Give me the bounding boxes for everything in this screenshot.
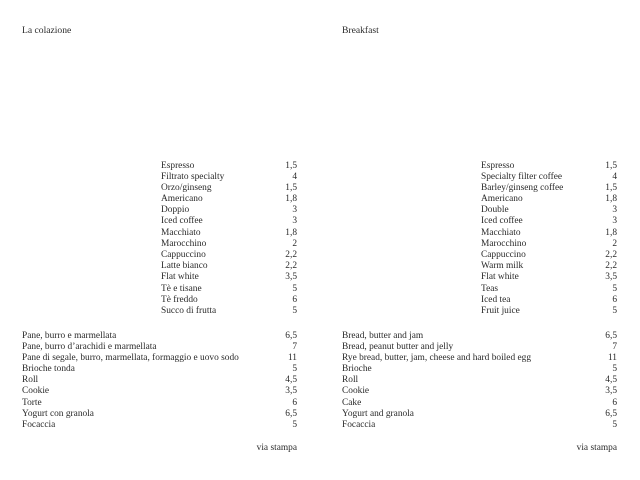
- footer-link[interactable]: via stampa: [256, 443, 297, 453]
- menu-item-price: 6: [612, 397, 617, 408]
- menu-item: [481, 239, 617, 250]
- menu-item: [481, 250, 617, 261]
- menu-item-price: 6,5: [605, 330, 617, 341]
- menu-item-price: 3,5: [605, 272, 617, 283]
- menu-item-name: Double: [481, 205, 509, 216]
- menu-item: [342, 342, 617, 353]
- menu-item-price: 6,5: [605, 408, 617, 419]
- menu-item-price: 2: [292, 238, 297, 249]
- menu-item-price: 1,8: [605, 227, 617, 238]
- menu-item-name: Torte: [22, 397, 42, 408]
- menu-item: [161, 161, 297, 172]
- menu-item-price: 2,2: [605, 250, 617, 260]
- menu-item-name: Flat white: [481, 272, 519, 283]
- menu-item: [161, 216, 297, 227]
- menu-item: [342, 331, 617, 342]
- menu-item-price: 5: [612, 305, 617, 316]
- food-list: [22, 331, 297, 432]
- menu-item: [481, 194, 617, 205]
- menu-item-name: Brioche tonda: [22, 364, 75, 375]
- menu-item-name: Iced coffee: [481, 216, 523, 227]
- menu-item-price: 2: [612, 238, 617, 249]
- menu-item-price: 5: [292, 420, 297, 430]
- menu-item: [481, 295, 617, 306]
- menu-item-name: Specialty filter coffee: [481, 171, 563, 182]
- menu-item: [481, 205, 617, 216]
- menu-item-name: Roll: [342, 375, 359, 386]
- menu-item-name: Yogurt con granola: [22, 408, 94, 419]
- menu-item-price: 5: [612, 283, 617, 294]
- menu-item-price: 5: [292, 305, 297, 316]
- menu-item-name: Pane, burro e marmellata: [22, 330, 117, 341]
- menu-item-price: 6,5: [285, 408, 297, 419]
- menu-item-price: 4: [292, 171, 297, 182]
- menu-item-name: Cookie: [342, 386, 370, 397]
- menu-item-price: 5: [292, 364, 297, 375]
- menu-item: [342, 409, 617, 420]
- menu-item: [22, 375, 297, 386]
- menu-item-name: Succo di frutta: [161, 305, 217, 316]
- menu-item-price: 11: [607, 352, 617, 363]
- menu-item-name: Iced coffee: [161, 216, 203, 227]
- menu-item: [22, 386, 297, 397]
- menu-item: [481, 161, 617, 172]
- menu-item-name: Barley/ginseng coffee: [481, 182, 564, 193]
- menu-item-name: Iced tea: [481, 294, 511, 305]
- menu-item: [481, 272, 617, 283]
- menu-item: [161, 272, 297, 283]
- page-title: La colazione: [22, 25, 72, 36]
- menu-item-price: 2,2: [285, 250, 297, 260]
- menu-item-price: 3: [612, 216, 617, 227]
- menu-item-name: Latte bianco: [161, 261, 208, 272]
- menu-item-name: Cappuccino: [161, 250, 206, 260]
- menu-item-name: Tè freddo: [161, 294, 198, 305]
- menu-item: [161, 250, 297, 261]
- footer-link[interactable]: via stampa: [576, 443, 617, 453]
- menu-item-price: 6: [292, 397, 297, 408]
- menu-item-name: Marocchino: [161, 238, 207, 249]
- menu-item-name: Pane di segale, burro, marmellata, formaggio e uovo sodo: [22, 352, 239, 363]
- menu-item: [161, 261, 297, 272]
- menu-item-price: 1,5: [605, 182, 617, 193]
- menu-item-name: Orzo/ginseng: [161, 182, 212, 193]
- menu-item-name: Tè e tisane: [161, 283, 202, 294]
- menu-item-name: Brioche: [342, 364, 372, 375]
- menu-item: [161, 172, 297, 183]
- menu-item-price: 3: [612, 205, 617, 216]
- menu-item: [342, 398, 617, 409]
- menu-item-price: 6,5: [285, 330, 297, 341]
- menu-item-name: Fruit juice: [481, 305, 520, 316]
- menu-item-name: Yogurt and granola: [342, 408, 414, 419]
- menu-item-name: Espresso: [481, 160, 515, 171]
- menu-item-name: Doppio: [161, 205, 190, 216]
- menu-item-name: Roll: [22, 375, 39, 386]
- menu-item-price: 6: [612, 294, 617, 305]
- menu-item-price: 4,5: [285, 375, 297, 386]
- food-list: [342, 331, 617, 432]
- menu-item-name: Cake: [342, 397, 362, 408]
- menu-item-price: 1,8: [285, 227, 297, 238]
- menu-item-price: 2,2: [285, 261, 297, 272]
- menu-item: [342, 364, 617, 375]
- menu-item: [161, 239, 297, 250]
- menu-item-name: Espresso: [161, 160, 195, 171]
- menu-item-price: 1,8: [605, 194, 617, 205]
- menu-item-price: 7: [292, 341, 297, 352]
- menu-item: [161, 205, 297, 216]
- menu-item: [161, 295, 297, 306]
- menu-item: [481, 306, 617, 317]
- menu-item-name: Macchiato: [161, 227, 201, 238]
- menu-item-price: 1,5: [285, 182, 297, 193]
- menu-item: [161, 228, 297, 239]
- menu-item-name: Pane, burro d’arachidi e marmellata: [22, 341, 157, 352]
- menu-item: [22, 398, 297, 409]
- menu-item-price: 11: [287, 352, 297, 363]
- menu-item-name: Americano: [481, 194, 523, 205]
- menu-item: [22, 331, 297, 342]
- menu-item: [22, 353, 297, 364]
- menu-item: [481, 172, 617, 183]
- menu-item: [161, 284, 297, 295]
- menu-item-price: 7: [612, 341, 617, 352]
- menu-item-name: Americano: [161, 194, 203, 205]
- menu-item-price: 2,2: [605, 261, 617, 272]
- menu-item-price: 4,5: [605, 375, 617, 386]
- menu-item: [342, 375, 617, 386]
- menu-item: [22, 409, 297, 420]
- menu-item: [481, 216, 617, 227]
- menu-item-name: Flat white: [161, 272, 199, 283]
- menu-item: [161, 194, 297, 205]
- menu-item: [22, 364, 297, 375]
- page-title: Breakfast: [342, 25, 379, 36]
- menu-item-name: Focaccia: [22, 420, 56, 430]
- menu-item-price: 3,5: [605, 386, 617, 397]
- menu-item-price: 4: [612, 171, 617, 182]
- menu-item-price: 3,5: [285, 386, 297, 397]
- menu-item-name: Filtrato specialty: [161, 171, 225, 182]
- menu-item-name: Marocchino: [481, 238, 527, 249]
- menu-item-name: Rye bread, butter, jam, cheese and hard boiled egg: [342, 352, 532, 363]
- menu-item-name: Teas: [481, 283, 499, 294]
- menu-item-price: 1,5: [285, 160, 297, 171]
- menu-item-name: Bread, butter and jam: [342, 330, 424, 341]
- menu-item: [22, 342, 297, 353]
- menu-item-name: Macchiato: [481, 227, 521, 238]
- menu-item: [481, 284, 617, 295]
- menu-item-price: 6: [292, 294, 297, 305]
- menu-item: [342, 420, 617, 431]
- menu-page-english: [320, 0, 640, 480]
- menu-item: [342, 386, 617, 397]
- menu-item: [342, 353, 617, 364]
- menu-item: [481, 261, 617, 272]
- menu-item: [161, 306, 297, 317]
- menu-item: [481, 228, 617, 239]
- menu-item: [481, 183, 617, 194]
- menu-item: [22, 420, 297, 431]
- menu-item-name: Warm milk: [481, 261, 524, 272]
- menu-item-price: 3: [292, 205, 297, 216]
- menu-item-name: Bread, peanut butter and jelly: [342, 341, 454, 352]
- menu-item-price: 5: [612, 364, 617, 375]
- menu-item-price: 1,8: [285, 194, 297, 205]
- menu-item-price: 3,5: [285, 272, 297, 283]
- menu-item-name: Focaccia: [342, 420, 376, 430]
- drinks-list: [481, 161, 617, 318]
- menu-item-price: 3: [292, 216, 297, 227]
- menu-item-price: 5: [612, 420, 617, 430]
- menu-item-name: Cookie: [22, 386, 50, 397]
- menu-item-name: Cappuccino: [481, 250, 526, 260]
- menu-item: [161, 183, 297, 194]
- menu-item-price: 5: [292, 283, 297, 294]
- menu-item-price: 1,5: [605, 160, 617, 171]
- drinks-list: [161, 161, 297, 318]
